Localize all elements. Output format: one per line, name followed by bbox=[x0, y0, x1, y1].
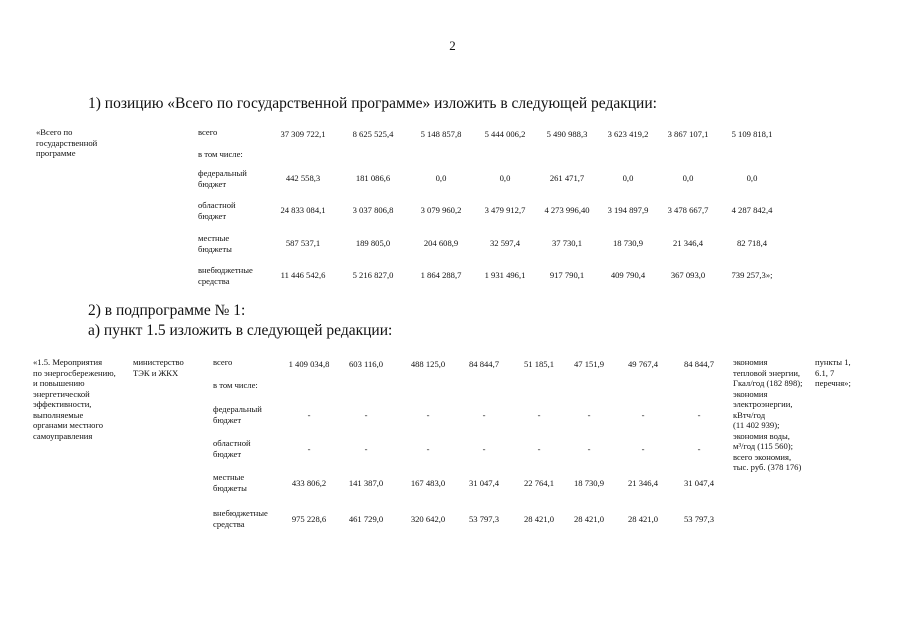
value-cell: 3 079 960,2 bbox=[420, 205, 462, 215]
value-cell: - bbox=[482, 410, 486, 420]
value-cell: 18 730,9 bbox=[612, 238, 644, 248]
item-title-line: энергетической bbox=[33, 388, 90, 399]
row-label-line: всего bbox=[213, 357, 233, 367]
value-cell: - bbox=[641, 444, 645, 454]
value-cell: 5 216 827,0 bbox=[352, 270, 394, 280]
value-cell: 1 931 496,1 bbox=[484, 270, 526, 280]
item-title-line: по энергосбережению, bbox=[33, 367, 116, 378]
indicator-line: кВтч/год bbox=[733, 409, 766, 420]
reference-line: пункты 1, bbox=[815, 357, 851, 367]
value-cell: 0,0 bbox=[499, 173, 511, 183]
reference-line: 6.1, 7 bbox=[815, 367, 835, 378]
value-cell: 0,0 bbox=[435, 173, 447, 183]
value-cell: - bbox=[697, 444, 701, 454]
value-cell: 0,0 bbox=[682, 173, 694, 183]
row-label-line: местные bbox=[213, 472, 245, 482]
value-cell: 975 228,6 bbox=[291, 514, 327, 524]
indicator-line: всего экономия, bbox=[733, 451, 792, 462]
indicator-line: экономия bbox=[733, 388, 768, 399]
value-cell: 461 729,0 bbox=[348, 514, 384, 524]
value-cell: 28 421,0 bbox=[523, 514, 555, 524]
value-cell: 917 790,1 bbox=[549, 270, 585, 280]
value-cell: 3 479 912,7 bbox=[484, 205, 526, 215]
row-title-line: государственной bbox=[36, 137, 98, 148]
value-cell: 28 421,0 bbox=[573, 514, 605, 524]
row-label-line: бюджет bbox=[198, 210, 227, 221]
row-title-line: программе bbox=[36, 148, 76, 158]
value-cell: 37 730,1 bbox=[551, 238, 583, 248]
value-cell: - bbox=[482, 444, 486, 454]
value-cell: 18 730,9 bbox=[573, 478, 605, 488]
value-cell: 204 608,9 bbox=[423, 238, 459, 248]
indicator-line: тепловой энергии, bbox=[733, 367, 801, 378]
value-cell: 31 047,4 bbox=[468, 478, 500, 488]
value-cell: 5 148 857,8 bbox=[420, 129, 462, 139]
item-title-line: самоуправления bbox=[33, 430, 93, 441]
row-label-line: в том числе: bbox=[213, 380, 258, 390]
row-label-line: федеральный bbox=[198, 168, 247, 178]
row-label-line: областной bbox=[213, 438, 251, 448]
row-label-line: местные bbox=[198, 233, 230, 243]
indicator-line: тыс. руб. (378 176) bbox=[733, 462, 802, 472]
section2-subheading: а) пункт 1.5 изложить в следующей редакции: bbox=[88, 322, 393, 339]
value-cell: - bbox=[426, 410, 430, 420]
value-cell: - bbox=[587, 410, 591, 420]
row-label-line: всего bbox=[198, 127, 218, 137]
value-cell: - bbox=[641, 410, 645, 420]
value-cell: - bbox=[537, 410, 541, 420]
section1-heading: 1) позицию «Всего по государственной программе» изложить в следующей редакции: bbox=[88, 95, 657, 112]
value-cell: 141 387,0 bbox=[348, 478, 384, 488]
row-label-line: бюджет bbox=[213, 414, 242, 425]
item-title-line: «1.5. Мероприятия bbox=[33, 357, 103, 367]
value-cell: 3 037 806,8 bbox=[352, 205, 394, 215]
row-label-line: областной bbox=[198, 200, 236, 210]
value-cell: - bbox=[426, 444, 430, 454]
value-cell: 53 797,3 bbox=[683, 514, 715, 524]
value-cell: 409 790,4 bbox=[610, 270, 646, 280]
row-label-line: внебюджетные bbox=[198, 265, 253, 275]
value-cell: 5 109 818,1 bbox=[731, 129, 773, 139]
executor-line: министерство bbox=[133, 357, 184, 367]
value-cell: 0,0 bbox=[622, 173, 634, 183]
value-cell: - bbox=[364, 444, 368, 454]
value-cell: 24 833 084,1 bbox=[280, 205, 326, 215]
value-cell: 32 597,4 bbox=[489, 238, 521, 248]
item-title-line: органами местного bbox=[33, 420, 104, 430]
value-cell: 320 642,0 bbox=[410, 514, 446, 524]
item-title-line: и повышению bbox=[33, 378, 85, 388]
indicator-line: электроэнергии, bbox=[733, 399, 793, 409]
value-cell: - bbox=[537, 444, 541, 454]
value-cell: 22 764,1 bbox=[523, 478, 555, 488]
row-title-line: «Всего по bbox=[36, 127, 73, 137]
value-cell: 49 767,4 bbox=[627, 359, 659, 369]
value-cell: 21 346,4 bbox=[627, 478, 659, 488]
value-cell: 739 257,3»; bbox=[731, 270, 773, 280]
row-label-line: бюджеты bbox=[213, 482, 247, 493]
value-cell: 11 446 542,6 bbox=[280, 270, 326, 280]
value-cell: 189 805,0 bbox=[355, 238, 391, 248]
item-title-line: эффективности, bbox=[33, 399, 92, 409]
value-cell: - bbox=[697, 410, 701, 420]
indicator-line: Гкал/год (182 898); bbox=[733, 378, 803, 388]
value-cell: 367 093,0 bbox=[670, 270, 706, 280]
row-label-line: бюджет bbox=[213, 448, 242, 459]
indicator-line: (11 402 939); bbox=[733, 420, 780, 430]
value-cell: 4 287 842,4 bbox=[731, 205, 773, 215]
value-cell: 21 346,4 bbox=[672, 238, 704, 248]
value-cell: 3 478 667,7 bbox=[667, 205, 709, 215]
value-cell: 3 194 897,9 bbox=[607, 205, 649, 215]
value-cell: 181 086,6 bbox=[355, 173, 391, 183]
value-cell: 84 844,7 bbox=[683, 359, 715, 369]
value-cell: 488 125,0 bbox=[410, 359, 446, 369]
value-cell: - bbox=[307, 410, 311, 420]
value-cell: 261 471,7 bbox=[549, 173, 585, 183]
value-cell: 28 421,0 bbox=[627, 514, 659, 524]
reference-line: перечня»; bbox=[815, 378, 851, 388]
row-label-line: федеральный bbox=[213, 404, 262, 414]
value-cell: 5 490 988,3 bbox=[546, 129, 588, 139]
value-cell: 442 558,3 bbox=[285, 173, 321, 183]
row-label-line: средства bbox=[213, 518, 245, 529]
value-cell: - bbox=[587, 444, 591, 454]
value-cell: 0,0 bbox=[746, 173, 758, 183]
value-cell: 3 623 419,2 bbox=[607, 129, 649, 139]
indicator-line: экономия воды, bbox=[733, 430, 790, 441]
value-cell: 5 444 006,2 bbox=[484, 129, 526, 139]
value-cell: 3 867 107,1 bbox=[667, 129, 709, 139]
value-cell: 603 116,0 bbox=[348, 359, 384, 369]
indicator-line: экономия bbox=[733, 357, 768, 367]
value-cell: - bbox=[364, 410, 368, 420]
value-cell: 53 797,3 bbox=[468, 514, 500, 524]
value-cell: - bbox=[307, 444, 311, 454]
value-cell: 82 718,4 bbox=[736, 238, 768, 248]
value-cell: 47 151,9 bbox=[573, 359, 605, 369]
value-cell: 1 409 034,8 bbox=[288, 359, 330, 369]
row-label-line: бюджет bbox=[198, 178, 227, 189]
value-cell: 37 309 722,1 bbox=[280, 129, 326, 139]
value-cell: 84 844,7 bbox=[468, 359, 500, 369]
section2-heading: 2) в подпрограмме № 1: bbox=[88, 302, 246, 319]
value-cell: 1 864 288,7 bbox=[420, 270, 462, 280]
row-label-line: в том числе: bbox=[198, 149, 243, 159]
row-label-line: бюджеты bbox=[198, 243, 232, 254]
item-title-line: выполняемые bbox=[33, 409, 84, 420]
page-number: 2 bbox=[449, 38, 456, 53]
row-label-line: средства bbox=[198, 275, 230, 286]
value-cell: 167 483,0 bbox=[410, 478, 446, 488]
value-cell: 8 625 525,4 bbox=[352, 129, 394, 139]
value-cell: 51 185,1 bbox=[523, 359, 555, 369]
row-label-line: внебюджетные bbox=[213, 508, 268, 518]
value-cell: 433 806,2 bbox=[291, 478, 327, 488]
value-cell: 4 273 996,40 bbox=[544, 205, 590, 215]
indicator-line: м³/год (115 560); bbox=[733, 441, 794, 451]
value-cell: 587 537,1 bbox=[285, 238, 321, 248]
value-cell: 31 047,4 bbox=[683, 478, 715, 488]
executor-line: ТЭК и ЖКХ bbox=[133, 367, 179, 378]
